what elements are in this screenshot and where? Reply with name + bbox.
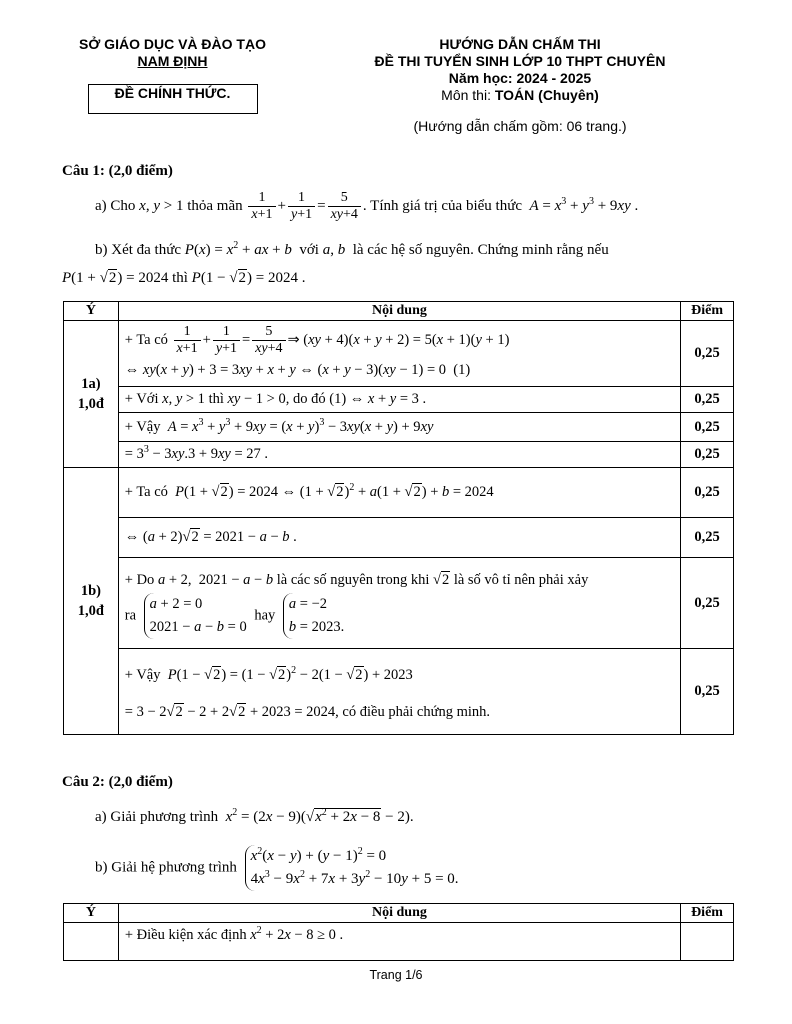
official-exam-box: ĐỀ CHÍNH THỨC.: [88, 84, 258, 114]
row-text: + Vậy: [124, 666, 161, 683]
table-q2: [63, 903, 734, 961]
row-text: + Do: [124, 572, 155, 588]
table-row: + Với x, y > 1 thì xy − 1 > 0, do đó (1) ⇔ x + y = 3 .: [118, 387, 680, 413]
header-left: [50, 36, 295, 114]
q1b-text3: là các hệ số nguyên. Chứng minh rằng nếu: [352, 242, 609, 258]
score-cell: 0,25: [681, 518, 734, 558]
part-1a-cell: [64, 321, 119, 468]
row-text: hay: [254, 607, 276, 624]
header-right: [330, 36, 710, 134]
score-cell: 0,25: [681, 558, 734, 649]
table-row: + Do a + 2, 2021 − a − b là các số nguyên trong khi √2 là số vô tỉ nên phải xảy ra a + 2 = 0 2021 − a − b = 0 hay a = −2 b = 2023.: [118, 558, 680, 649]
row-text: + Vậy: [124, 418, 161, 435]
part-1b-label: 1b): [80, 583, 101, 599]
q2-title: Câu 2: (2,0 điểm): [62, 774, 173, 790]
col-header-content: Nội dung: [118, 904, 680, 923]
q1-part-b: b) Xét đa thức $P(x) = x^2$ + ax + b với a, b là các hệ số nguyên. Chứng minh rằng nếu: [95, 240, 609, 258]
score-cell: 0,25: [681, 442, 734, 468]
col-header-score: Điểm: [681, 904, 734, 923]
row-text: là các số nguyên trong khi: [276, 572, 430, 588]
pages-note: (Hướng dẫn chấm gồm: 06 trang.): [413, 118, 627, 134]
q1a-prefix: a) Cho: [95, 197, 136, 214]
q1b-then: thì: [172, 270, 188, 286]
row-text: , do đó: [285, 391, 326, 407]
q2-part-a: a) Giải phương trình $x^2 = (2x - 9)(√x^2 + 2x - 8 - 2)$.: [95, 807, 414, 825]
part-1b-cell: [64, 468, 119, 735]
subject-name: TOÁN (Chuyên): [494, 87, 599, 103]
score-cell: 0,25: [681, 321, 734, 387]
row-text: + Ta có: [124, 484, 168, 500]
q1b-text: b) Xét đa thức: [95, 242, 182, 258]
q1-part-a: a) Cho x, y > 1 thỏa mãn $\frac{1}{x+1}$ + $\frac{1}{y+1}$ = $\frac{5}{xy+4}$ . Tính giá trị của biểu thức $A = x^3 + y^3 + 9xy$ .: [95, 190, 639, 222]
province-name: NAM ĐỊNH: [137, 53, 208, 69]
row-text: là số vô tỉ nên phải xảy: [453, 572, 589, 588]
exam-name: ĐỀ THI TUYỂN SINH LỚP 10 THPT CHUYÊN: [374, 53, 666, 69]
score-cell: 0,25: [681, 468, 734, 518]
q1a-tail: . Tính giá trị của biểu thức: [362, 197, 522, 214]
doc-title: HƯỚNG DẪN CHẤM THI: [439, 36, 601, 52]
subject-line: [330, 87, 710, 104]
q2a-text: a) Giải phương trình: [95, 809, 219, 825]
table-row: = $3^3 - 3xy.3 + 9xy = 27$ .: [118, 442, 680, 468]
row-text: ra: [124, 607, 137, 624]
q1b-text2: với: [299, 242, 319, 258]
part-1a-points: 1,0đ: [77, 396, 104, 412]
page-number: Trang 1/6: [369, 968, 423, 982]
subject-label: Môn thi:: [441, 87, 495, 103]
table-row: + Điều kiện xác định $x^2 + 2x - 8 \ge 0$ .: [118, 923, 680, 961]
row-text: + Điều kiện xác định: [124, 927, 247, 943]
score-cell: [681, 923, 734, 961]
part-1b-points: 1,0đ: [77, 603, 104, 619]
table-row: + Ta có $\frac{1}{x+1}$ + $\frac{1}{y+1}$ = $\frac{5}{xy+4}$ ⇒ (xy + 4)(x + y + 2) = 5(x + 1)(y + 1) ⇔ xy(x + y) + 3 = 3xy + x + y ⇔ (x + y − 3)(xy − 1) = 0 (1): [118, 321, 680, 387]
table-q1: [63, 301, 734, 735]
table-row: + Vậy $P(1 - √2) = (1 - √2)^2 - 2(1 - √2) + 2023$ = 3 − 2√2 − 2 + 2√2 + 2023 = 2024, có điều phải chứng minh.: [118, 649, 680, 735]
q1-title: Câu 1: (2,0 điểm): [62, 163, 173, 179]
table-row: + Vậy $A = x^3 + y^3 + 9xy = (x + y)^3 - 3xy(x + y) + 9xy$: [118, 413, 680, 442]
department-name: SỞ GIÁO DỤC VÀ ĐÀO TẠO: [79, 36, 266, 52]
q2-part-b: b) Giải hệ phương trình $x^2(x - y) + (y - 1)^2 = 0$ $4x^3 - 9x^2 + 7x + 3y^2 - 10y + 5 = 0$.: [95, 845, 463, 891]
part-cell: [64, 923, 119, 961]
q2b-text: b) Giải hệ phương trình: [95, 859, 237, 876]
col-header-y: Ý: [64, 302, 119, 321]
q1a-condition: thỏa mãn: [187, 197, 243, 214]
score-cell: 0,25: [681, 649, 734, 735]
school-year: Năm học: 2024 - 2025: [448, 70, 592, 86]
row-text: , có điều phải chứng minh.: [335, 703, 491, 720]
col-header-y: Ý: [64, 904, 119, 923]
table-row: + Ta có P(1 + √2) = 2024 ⇔ $(1 + √2)^2 + a(1 + √2) + b = 2024$: [118, 468, 680, 518]
col-header-content: Nội dung: [118, 302, 680, 321]
score-cell: 0,25: [681, 387, 734, 413]
score-cell: 0,25: [681, 413, 734, 442]
part-1a-label: 1a): [81, 376, 101, 392]
q1-part-b-line2: P(1 + √2) = 2024 thì P(1 − √2) = 2024 .: [62, 270, 306, 286]
row-text: thì: [208, 391, 224, 407]
col-header-score: Điểm: [681, 302, 734, 321]
row-text: + Với: [124, 391, 159, 407]
table-row: ⇔ (a + 2)√2 = 2021 − a − b .: [118, 518, 680, 558]
row-text: + Ta có: [124, 331, 168, 348]
